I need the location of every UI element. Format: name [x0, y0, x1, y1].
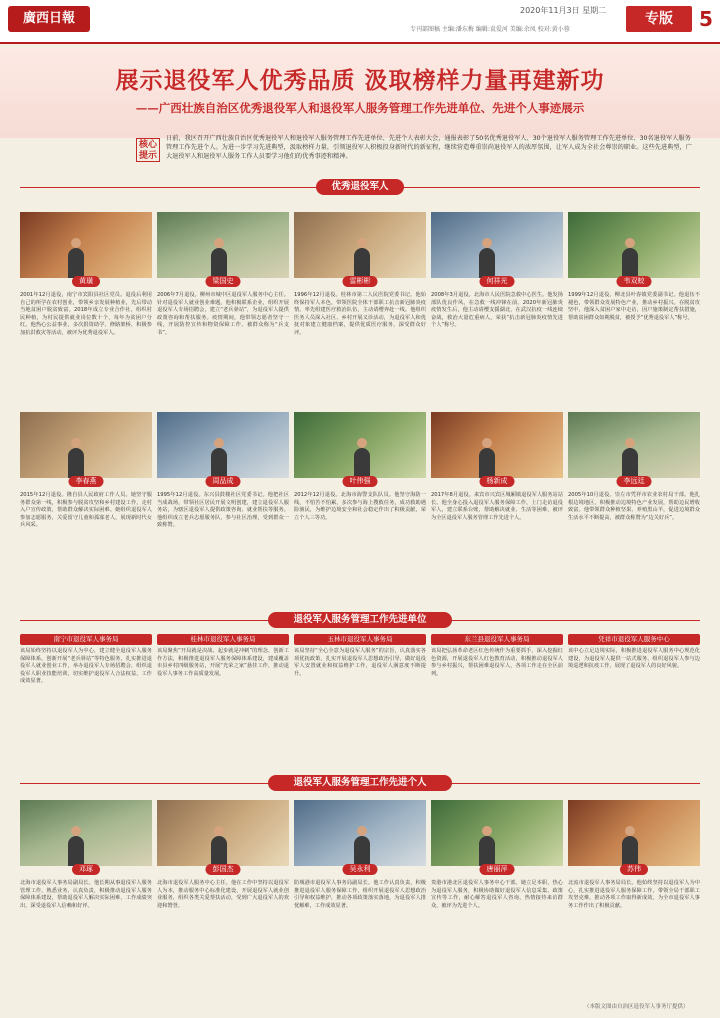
portrait-photo — [157, 212, 289, 278]
profile-card — [20, 800, 152, 996]
profile-card — [431, 412, 563, 602]
unit-card — [568, 634, 700, 766]
profile-text: 2008年3月退役。北海市人民医院急救中心医生。他发扬部队优良作风，在急救一线冲锋在前。2020年新冠肺炎疫情发生后，他主动请缨支援湖北，在武汉抗疫一线连续奋战，救治大量危重病人，荣获“抗击新冠肺炎疫情先进个人”称号。 — [431, 292, 563, 329]
person-figure — [354, 836, 370, 866]
name-tag: 杨新成 — [480, 476, 515, 487]
profile-text: 北海市退役军人事务局副局长。他长期从事退役军人服务管理工作，熟悉业务，认真负责，积极推动退役军人服务保障体系建设，帮助退役军人解决实际困难，工作成绩突出，深受退役军人信赖和好评。 — [20, 880, 152, 909]
unit-text: 该局坚持“全心全意为退役军人服务”的宗旨，认真落实各项优抚政策，扎实开展退役军人思想政治引导，做好退役军人安置就业和权益维护工作，退役军人满意度不断提升。 — [294, 648, 426, 677]
person-figure — [354, 248, 370, 278]
profile-text: 1996年12月退役。桂林市第二人民医院党委书记。他始终保持军人本色，带领医院全体干部职工抗击新冠肺炎疫情，率先组建医疗救治队伍，主动请缨奔赴一线。他组织医务人员深入社区、乡村开展义诊活动，为退役军人和优抚对象建立健康档案，提供优质医疗服务，深受群众好评。 — [294, 292, 426, 336]
unit-card — [431, 634, 563, 766]
name-tag: 周品成 — [206, 476, 241, 487]
section-rule — [400, 187, 700, 188]
person-figure — [211, 836, 227, 866]
person-figure — [68, 836, 84, 866]
name-tag: 李春燕 — [69, 476, 104, 487]
headline: 展示退役军人优秀品质 汲取榜样力量再建新功 — [115, 67, 605, 94]
portrait-photo — [431, 412, 563, 478]
section-rule — [450, 783, 700, 784]
unit-text: 该局聚焦“开局就是决战、起步就是冲刺”的理念，创新工作方法，积极推进退役军人服务保障体系建设，建成覆盖市县乡村四级服务站，开展“光荣之家”悬挂工作，推动退役军人事务工作高质量发展。 — [157, 648, 289, 677]
portrait-photo — [157, 412, 289, 478]
profile-card — [157, 800, 289, 996]
portrait-photo — [294, 412, 426, 478]
person-figure — [622, 448, 638, 478]
profile-card — [294, 212, 426, 398]
core-tips-badge: 核心提示 — [136, 138, 160, 162]
person-figure — [479, 448, 495, 478]
profile-card — [157, 412, 289, 602]
name-tag: 何祥光 — [480, 276, 515, 287]
name-tag: 苏伟 — [620, 864, 648, 875]
footnote: （本版文图由自治区退役军人事务厅提供） — [584, 1004, 689, 1010]
newspaper-logo: 廣西日報 — [8, 6, 90, 32]
person-figure — [354, 448, 370, 478]
unit-title: 玉林市退役军人事务局 — [294, 634, 426, 645]
unit-text: 该中心立足边境实际，积极推进退役军人服务中心规范化建设，为退役军人提供一站式服务，组织退役军人参与边境巡逻和抗疫工作，展现了退役军人的良好风貌。 — [568, 648, 700, 670]
section-heading-veterans: 优秀退役军人 — [316, 179, 404, 195]
person-figure — [211, 248, 227, 278]
profile-card — [157, 212, 289, 398]
staff-credits: 专刊部图稿 主编:潘东梅 编辑:袁爱河 美编:余凤 校对:黄小蓉 — [410, 26, 570, 33]
profile-card — [568, 212, 700, 398]
profile-text: 北流市退役军人事务局局长。他始终坚持以退役军人为中心，扎实推进退役军人服务保障工作，带领全局干部职工攻坚克难，推动各项工作取得新成效，为全市退役军人事务工作作出了积极贡献。 — [568, 880, 700, 909]
profile-card — [431, 800, 563, 996]
unit-text: 该局始终坚持以退役军人为中心，建立健全退役军人服务保障体系，创新开展“老兵驿站”等特色服务，扎实推进退役军人就业创业工作，举办退役军人专场招聘会，组织退役军人职业技能培训，切实维护退役军人合法权益，工作成效显著。 — [20, 648, 152, 685]
unit-card — [157, 634, 289, 766]
portrait-photo — [431, 212, 563, 278]
section-rule — [450, 620, 700, 621]
profile-text: 2005年10月退役。崇左市凭祥市农业农村局干部。他扎根边境地区，积极推动边境特色产业发展，帮助边民增收致富。他带领群众种植坚果、养殖黑山羊，促进边境群众生活水平不断提高，被群众称赞为“边关好兵”。 — [568, 492, 700, 521]
portrait-photo — [20, 212, 152, 278]
profile-card — [568, 800, 700, 996]
portrait-photo — [20, 800, 152, 866]
section-tag: 专版 — [626, 6, 692, 32]
unit-title: 桂林市退役军人事务局 — [157, 634, 289, 645]
section-rule — [20, 187, 320, 188]
portrait-photo — [431, 800, 563, 866]
unit-title: 东兰县退役军人事务局 — [431, 634, 563, 645]
portrait-photo — [568, 800, 700, 866]
name-tag: 吴永利 — [343, 864, 378, 875]
profile-card — [294, 800, 426, 996]
page-number: 5 — [699, 7, 713, 31]
profile-text: 2006年7月退役。柳州市城中区退役军人服务中心主任。针对退役军人就业创业难题，他积极联系企业，组织开展退役军人专场招聘会，建立“老兵驿站”，为退役军人提供政策咨询和帮扶服务。疫情期间，他带领志愿者坚守一线，开展防控宣传和物资保障工作，被群众称为“兵支书”。 — [157, 292, 289, 336]
unit-card — [294, 634, 426, 766]
person-figure — [211, 448, 227, 478]
name-tag: 雷彬彬 — [343, 276, 378, 287]
profile-text: 1999年12月退役。柳北县叶春镇党委副书记。他退伍不褪色，带领群众发展特色产业，推动乡村振兴。在脱贫攻坚中，他深入贫困户家中走访，因户施策制定帮扶措施，帮助贫困群众如期脱贫，被授予“优秀退役军人”称号。 — [568, 292, 700, 321]
profile-card — [20, 412, 152, 602]
profile-text: 2012年12月退役。北海市海警支队队员。他坚守海防一线，不怕苦不怕累，多次参与海上搜救任务，成功救助遇险渔民，为维护边境安全和社会稳定作出了积极贡献，荣立个人三等功。 — [294, 492, 426, 521]
profile-card — [294, 412, 426, 602]
section-heading-units: 退役军人服务管理工作先进单位 — [268, 612, 452, 628]
profile-text: 北海市退役军人服务中心主任。他在工作中坚持以退役军人为本，推动服务中心标准化建设，开展退役军人就业创业服务，组织各类关爱帮扶活动，受到广大退役军人的欢迎和赞誉。 — [157, 880, 289, 909]
unit-title: 凭祥市退役军人服务中心 — [568, 634, 700, 645]
section-rule — [20, 620, 270, 621]
name-tag: 梁国史 — [206, 276, 241, 287]
profile-card — [20, 212, 152, 398]
core-tips-text: 日前，我区召开广西壮族自治区优秀退役军人和退役军人服务管理工作先进单位、先进个人表彰大会，通报表彰了50名优秀退役军人、30个退役军人服务管理工作先进单位、30名退役军人服务管理工作先进个人。为进一步学习先进典型，汲取榜样力量，引领退役军人积极投身新时代的新征程，继续营造尊重崇尚退役军人的浓厚氛围，让军人成为全社会尊崇的职业。这些先进典型，广大退役军人和退役军人服务工作人员要学习他们的优秀事迹和精神。 — [166, 135, 692, 160]
issue-date: 2020年11月3日 星期二 — [520, 6, 607, 15]
portrait-photo — [20, 412, 152, 478]
portrait-photo — [568, 212, 700, 278]
person-figure — [68, 448, 84, 478]
name-tag: 黄璜 — [72, 276, 100, 287]
name-tag: 李远廷 — [617, 476, 652, 487]
portrait-photo — [157, 800, 289, 866]
section-heading-individuals: 退役军人服务管理工作先进个人 — [268, 775, 452, 791]
profile-text: 防城港市退役军人事务局副局长。他工作认真负责，积极推进退役军人服务保障工作，组织开展退役军人思想政治引导和权益维护，推动各项政策落实落地，为退役军人排忧解难，工作成效显著。 — [294, 880, 426, 909]
profile-card — [568, 412, 700, 602]
person-figure — [68, 248, 84, 278]
masthead — [0, 0, 720, 44]
unit-card — [20, 634, 152, 766]
person-figure — [622, 836, 638, 866]
profile-text: 2017年8月退役。来宾市兴宾区城厢镇退役军人服务站站长。他全身心投入退役军人服务保障工作，上门走访退役军人，建立联系台账，帮助解决就业、生活等困难，被评为全区退役军人服务管理工作先进个人。 — [431, 492, 563, 521]
portrait-photo — [294, 212, 426, 278]
profile-text: 2001年12月退役，南宁市宾阳县社区党员。退役后利用自己的所学在农村创业，带领乡亲发展种植业，先后带动当地贫困户脱贫致富。2018年成立专业合作社，组织村民种植，为村民提供就业岗位数十个，每年为贫困户分红。他热心公益事业，多次捐资助学、修路架桥，积极参加抗洪救灾等活动，被评为优秀退役军人。 — [20, 292, 152, 336]
name-tag: 韦双蛟 — [617, 276, 652, 287]
person-figure — [479, 836, 495, 866]
name-tag: 唐丽萍 — [480, 864, 515, 875]
name-tag: 彭国杰 — [206, 864, 241, 875]
profile-text: 1995年12月退役。东兴县鼓楼社区党委书记。他把社区当成战场，带领社区居民开展文明创建，建立退役军人服务站，为辖区退役军人提供政策咨询、就业帮扶等服务。他组织成立老兵志愿服务队，参与社区治理，受到群众一致称赞。 — [157, 492, 289, 529]
section-rule — [20, 783, 270, 784]
unit-text: 该局把弘扬革命老区红色传统作为重要抓手，深入挖掘红色资源，开展退役军人红色教育活动，积极推动退役军人参与乡村振兴，帮扶困难退役军人，各项工作走在全区前列。 — [431, 648, 563, 677]
profile-text: 贵港市港北区退役军人事务中心干部。她立足本职，热心为退役军人服务，积极协助做好退役军人信息采集、政策宣传等工作，耐心解答退役军人咨询，热情接待来访群众，被评为先进个人。 — [431, 880, 563, 909]
person-figure — [622, 248, 638, 278]
person-figure — [479, 248, 495, 278]
name-tag: 叶伟强 — [343, 476, 378, 487]
portrait-photo — [294, 800, 426, 866]
name-tag: 邓琢 — [72, 864, 100, 875]
profile-card — [431, 212, 563, 398]
profile-text: 2015年12月退役。隆自县人民政府工作人员。她坚守服务群众第一线，积极参与脱贫攻坚和乡村建设工作，走村入户宣传政策，帮助群众解决实际困难。她组织退役军人参加志愿服务，关爱留守儿童和孤寡老人，展现新时代女兵风采。 — [20, 492, 152, 529]
subheadline: ——广西壮族自治区优秀退役军人和退役军人服务管理工作先进单位、先进个人事迹展示 — [135, 101, 585, 115]
unit-title: 南宁市退役军人事务局 — [20, 634, 152, 645]
portrait-photo — [568, 412, 700, 478]
